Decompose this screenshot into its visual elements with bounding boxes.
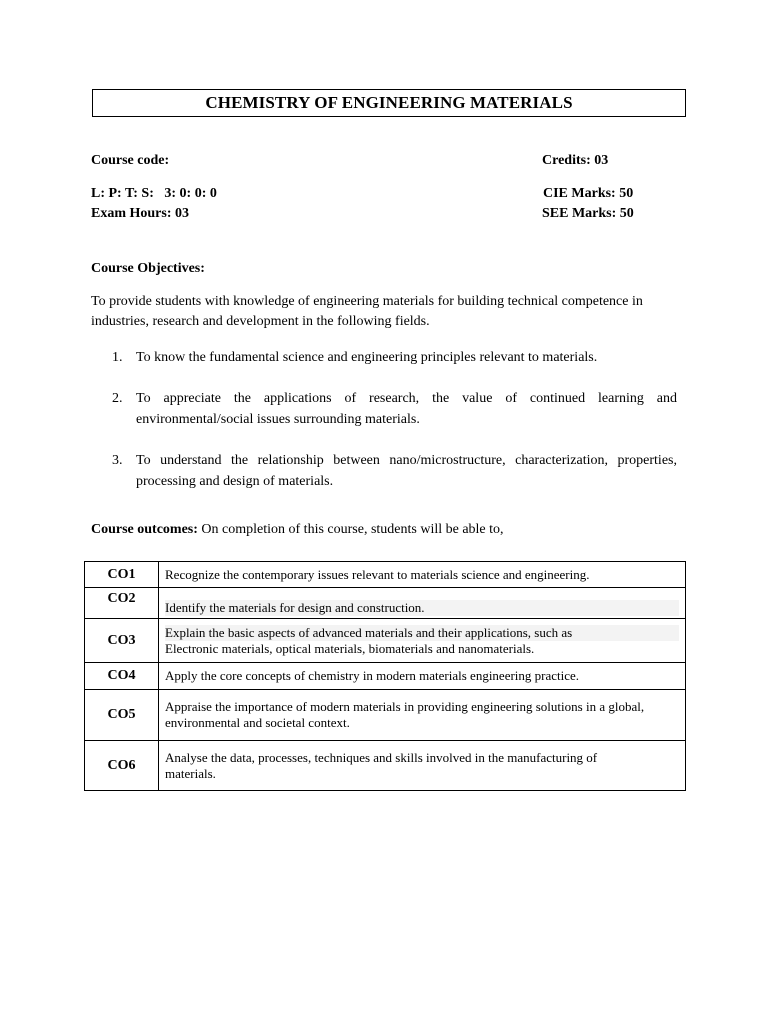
title-box	[92, 89, 686, 117]
co-code: CO1	[85, 562, 159, 588]
objective-number: 3.	[112, 453, 123, 468]
co-line: environmental and societal context.	[165, 715, 350, 730]
see-marks: SEE Marks: 50	[542, 206, 634, 221]
page-title: CHEMISTRY OF ENGINEERING MATERIALS	[205, 93, 573, 112]
cie-marks: CIE Marks: 50	[543, 186, 634, 201]
co-description	[159, 690, 686, 741]
co-description	[159, 741, 686, 791]
co-line: Identify the materials for design and construction.	[165, 600, 679, 616]
outcomes-intro-text: On completion of this course, students will be able to,	[197, 522, 504, 537]
objective-number: 2.	[112, 391, 123, 406]
credits: Credits: 03	[542, 153, 609, 168]
co-line: Explain the basic aspects of advanced materials and their applications, such as	[165, 625, 679, 641]
table-row	[85, 588, 686, 619]
co-code: CO3	[85, 619, 159, 663]
co-description	[159, 588, 686, 619]
co-description	[159, 663, 686, 690]
objective-text: To know the fundamental science and engineering principles relevant to materials.	[136, 350, 598, 365]
co-line: Apply the core concepts of chemistry in modern materials engineering practice.	[165, 668, 580, 683]
course-code-label: Course code:	[91, 153, 170, 168]
objectives-intro: To provide students with knowledge of engineering materials for building technical competence in industries, research and development in the following fields.	[91, 294, 643, 329]
table-row	[85, 663, 686, 690]
table-row	[85, 619, 686, 663]
outcomes-intro	[91, 522, 504, 538]
table-row	[85, 741, 686, 791]
exam-hours: Exam Hours: 03	[91, 206, 189, 221]
co-code: CO5	[85, 690, 159, 741]
co-description	[159, 562, 686, 588]
co-code: CO4	[85, 663, 159, 690]
outcomes-table	[84, 561, 686, 791]
outcomes-label: Course outcomes:	[91, 522, 198, 537]
co-line: Appraise the importance of modern materials in providing engineering solutions in a global,	[165, 699, 645, 714]
lpts: L: P: T: S: 3: 0: 0: 0	[91, 186, 217, 201]
co-line: Recognize the contemporary issues relevant to materials science and engineering.	[165, 566, 590, 582]
objective-number: 1.	[112, 350, 123, 365]
objective-text: To understand the relationship between nano/microstructure, characterization, properties, processing and design of materials.	[136, 453, 677, 489]
co-description	[159, 619, 686, 663]
co-line: Electronic materials, optical materials, biomaterials and nanomaterials.	[165, 640, 535, 656]
co-code: CO2	[85, 588, 159, 619]
co-code: CO6	[85, 741, 159, 791]
objectives-heading: Course Objectives:	[91, 261, 205, 276]
co-line: materials.	[165, 765, 216, 781]
co-line: Analyse the data, processes, techniques and skills involved in the manufacturing of	[165, 749, 598, 765]
objective-text: To appreciate the applications of research, the value of continued learning and environmental/social issues surrounding materials.	[136, 391, 677, 427]
table-row	[85, 562, 686, 588]
table-row	[85, 690, 686, 741]
